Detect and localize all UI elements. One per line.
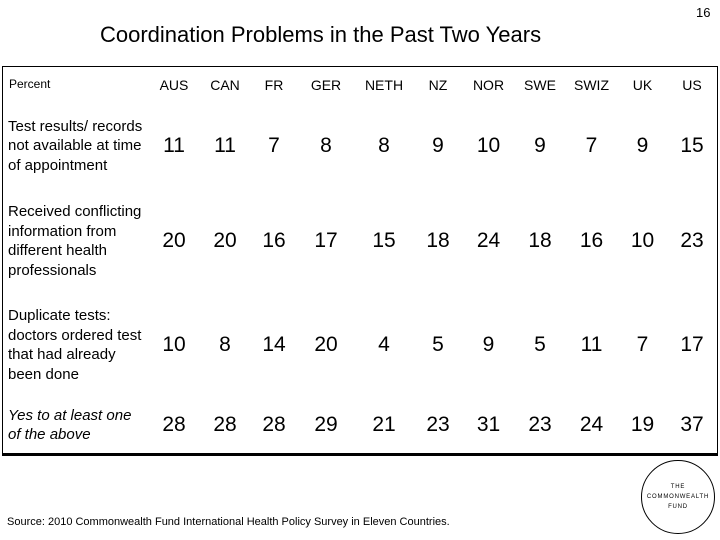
table-cell: 20	[162, 229, 186, 252]
table-row	[3, 103, 717, 189]
column-header: NETH	[364, 77, 404, 93]
column-header: US	[682, 77, 702, 93]
table-cell: 7	[585, 134, 598, 157]
column-header: UK	[632, 77, 653, 93]
table-cell: 28	[213, 413, 237, 436]
table-cell: 8	[378, 134, 390, 157]
commonwealth-fund-logo	[641, 460, 715, 534]
page-number: 16	[696, 5, 711, 20]
table-cell: 11	[580, 333, 603, 356]
row-label: Test results/ records not available at time of appointment	[8, 117, 143, 174]
table-cell: 20	[314, 333, 338, 356]
data-table	[3, 67, 717, 453]
column-header: NZ	[428, 77, 448, 93]
table-cell: 19	[630, 413, 655, 436]
table-cell: 21	[372, 413, 396, 436]
table-cell: 28	[162, 413, 186, 436]
table-cell: 29	[314, 413, 338, 436]
table-cell: 10	[630, 229, 655, 252]
table-cell: 17	[680, 333, 704, 356]
table-cell: 4	[378, 333, 390, 356]
table-cell: 23	[528, 413, 552, 436]
table-cell: 10	[162, 333, 186, 356]
table-row	[3, 293, 717, 397]
table-cell: 5	[432, 333, 444, 356]
table-cell: 24	[579, 413, 604, 436]
table-row	[3, 189, 717, 293]
table-cell: 16	[579, 229, 604, 252]
column-header: SWE	[524, 77, 556, 93]
table-cell: 37	[680, 413, 704, 436]
logo-line: COMMONWEALTH	[646, 494, 710, 500]
logo-line: THE	[670, 484, 686, 490]
table-cell: 17	[314, 229, 338, 252]
table-cell: 31	[476, 413, 501, 436]
table-cell: 9	[636, 134, 649, 157]
table-cell: 23	[680, 229, 704, 252]
data-table-frame	[2, 66, 718, 456]
chart-title: Coordination Problems in the Past Two Years	[100, 22, 542, 47]
table-cell: 28	[262, 413, 286, 436]
table-cell: 11	[163, 134, 185, 157]
table-cell: 11	[214, 134, 236, 157]
logo-line: FUND	[668, 504, 688, 510]
column-header: SWIZ	[574, 77, 609, 93]
table-cell: 7	[636, 333, 649, 356]
corner-label: Percent	[9, 77, 51, 91]
row-label: Received conflicting information from different health professionals	[8, 203, 142, 279]
table-cell: 16	[262, 229, 286, 252]
source-note: Source: 2010 Commonwealth Fund International Health Policy Survey in Eleven Countries.	[7, 516, 450, 528]
table-cell: 14	[262, 333, 286, 356]
table-cell: 8	[219, 333, 231, 356]
table-cell: 9	[534, 134, 546, 157]
table-cell: 15	[372, 229, 396, 252]
table-cell: 5	[534, 333, 546, 356]
table-cell: 15	[680, 134, 704, 157]
table-cell: 10	[476, 134, 501, 157]
table-cell: 18	[528, 229, 552, 252]
table-cell: 20	[213, 229, 237, 252]
table-cell: 7	[268, 134, 280, 157]
row-label: Yes to at least one of the above	[8, 406, 132, 443]
column-header: NOR	[472, 77, 505, 93]
table-header-row	[3, 67, 717, 103]
column-header: CAN	[210, 77, 240, 93]
column-header: AUS	[159, 77, 189, 93]
table-row	[3, 397, 717, 453]
table-cell: 24	[476, 229, 501, 252]
table-cell: 23	[426, 413, 450, 436]
column-header: FR	[264, 77, 284, 93]
table-cell: 18	[426, 229, 450, 252]
table-cell: 9	[432, 134, 444, 157]
column-header: GER	[310, 77, 342, 93]
table-cell: 8	[320, 134, 332, 157]
table-cell: 9	[482, 333, 495, 356]
row-label: Duplicate tests: doctors ordered test that had already been done	[8, 307, 142, 383]
